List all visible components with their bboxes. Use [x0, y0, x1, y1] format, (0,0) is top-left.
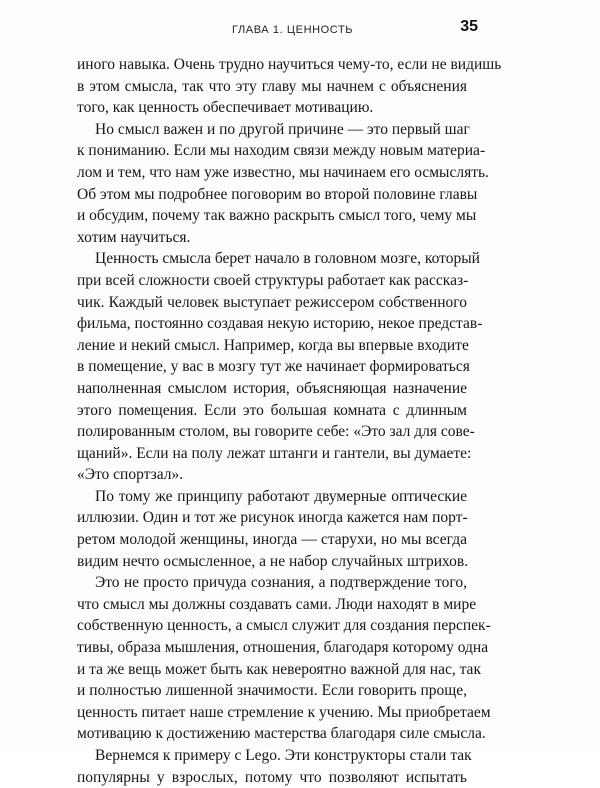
- text-line: этого помещения. Если это большая комната с длинным: [77, 401, 467, 419]
- text-line: популярны у взрослых, потому что позволяют испытать: [77, 768, 467, 786]
- text-line: что смысл мы должны создавать сами. Люди находят в мире: [77, 595, 477, 613]
- text-line: наполненная смыслом история, объясняющая назначение: [77, 379, 467, 397]
- text-line: в помещение, у вас в мозгу тут же начинает формироваться: [77, 358, 470, 376]
- text-line: фильма, постоянно создавая некую историю, некое представ-: [77, 315, 483, 333]
- text-line: хотим научиться.: [77, 228, 191, 246]
- text-line: ление и некий смысл. Например, когда вы впервые входите: [77, 336, 469, 354]
- text-line: Об этом мы подробнее поговорим во второй половине главы: [77, 185, 478, 203]
- page-number: 35: [460, 18, 478, 35]
- text-line: и та же вещь может быть как невероятно важной для нас, так: [77, 660, 481, 678]
- text-line: видим нечто осмысленное, а не набор случайных штрихов.: [77, 552, 469, 570]
- text-line: собственную ценность, а смысл служит для создания перспек-: [77, 617, 491, 635]
- text-line: иного навыка. Очень трудно научиться чему-то, если не видишь: [77, 56, 502, 73]
- text-line: и полностью лишенной значимости. Если говорить проще,: [77, 682, 467, 700]
- text-line: и обсудим, почему так важно раскрыть смысл того, чему мы: [77, 207, 477, 225]
- text-line: полированным столом, вы говорите себе: «Это зал для сове-: [77, 423, 475, 441]
- text-line: Вернемся к примеру с Lego. Эти конструкторы стали так: [95, 747, 472, 764]
- text-line: того, как ценность обеспечивает мотивацию.: [77, 99, 374, 117]
- text-line: ценность питает наше стремление к учению. Мы приобретаем: [77, 703, 491, 721]
- text-line: в этом смысла, так что эту главу мы начнем с объяснения: [77, 77, 467, 95]
- text-line: при всей сложности своей структуры работает как рассказ-: [77, 271, 469, 289]
- text-line: иллюзии. Один и тот же рисунок иногда кажется нам порт-: [77, 509, 468, 527]
- text-line: «Это спортзал».: [77, 466, 184, 484]
- text-line: Ценность смысла берет начало в головном мозге, который: [95, 250, 480, 268]
- text-line: чик. Каждый человек выступает режиссером собственного: [77, 293, 467, 311]
- text-line: к пониманию. Если мы находим связи между новым материа-: [77, 142, 486, 160]
- text-line: Это не просто причуда сознания, а подтверждение того,: [95, 574, 467, 592]
- text-line: Но смысл важен и по другой причине — это первый шаг: [95, 120, 470, 138]
- body-text: [77, 54, 502, 788]
- running-head: ГЛАВА 1. ЦЕННОСТЬ: [232, 24, 354, 36]
- text-line: По тому же принципу работают двумерные оптические: [95, 487, 467, 505]
- text-line: ретом молодой женщины, иногда — старухи, но мы всегда: [77, 531, 467, 549]
- text-line: щаний». Если на полу лежат штанги и гантели, вы думаете:: [77, 444, 472, 462]
- text-line: тивы, образа мышления, отношения, благодаря которому одна: [77, 639, 489, 657]
- text-line: лом и тем, что нам уже известно, мы начинаем его осмыслять.: [77, 163, 489, 181]
- text-line: мотивацию к достижению мастерства благодаря силе смысла.: [77, 725, 486, 743]
